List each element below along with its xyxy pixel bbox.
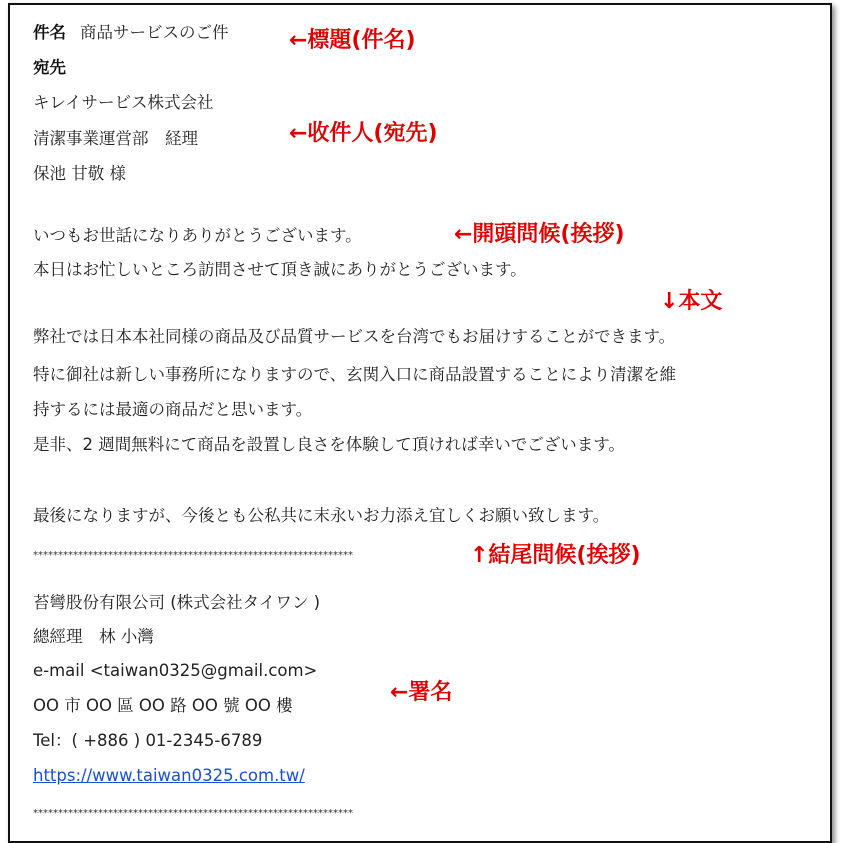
signature-url-link[interactable]: https://www.taiwan0325.com.tw/ [33,766,305,785]
to-label: 宛先 [33,58,66,77]
annotation-body: ↓本文 [660,289,723,314]
subject-row [33,22,229,44]
annotation-recipient: ←收件人(宛先) [289,121,438,146]
signature-email: e-mail <taiwan0325@gmail.com> [33,661,318,680]
body-line-2: 特に御社は新しい事務所になりますので、玄関入口に商品設置することにより清潔を維 [33,365,677,384]
signature-name: 總經理 林 小灣 [33,627,154,646]
annotation-signature: ←署名 [390,680,453,705]
signature-address: OO 市 OO 區 OO 路 OO 號 OO 樓 [33,696,293,715]
body-line-3: 持するには最適の商品だと思います。 [33,400,313,419]
opening-line-2: 本日はお忙しいところ訪問させて頂き誠にありがとうございます。 [33,260,527,279]
recipient-dept: 清潔事業運営部 経理 [33,129,198,148]
body-line-1: 弊社では日本本社同様の商品及び品質サービスを台湾でもお届けすることができます。 [33,327,676,346]
signature-company: 苔彎股份有限公司 (株式会社タイワン ) [33,593,321,612]
body-line-4: 是非、2 週間無料にて商品を設置し良さを体験して頂ければ幸いでございます。 [33,435,625,454]
closing-line: 最後になりますが、今後とも公私共に末永いお力添え宜しくお願い致します。 [33,506,610,525]
annotation-subject: ←標題(件名) [289,28,416,53]
signature-tel: Tel：( +886 ) 01-2345-6789 [33,731,263,750]
separator-bottom: **************************************************************** [33,808,353,819]
annotation-opening: ←開頭問候(挨拶) [454,222,625,247]
opening-line-1: いつもお世話になりありがとうございます。 [33,226,362,245]
subject-label: 件名 [33,23,66,42]
recipient-company: キレイサービス株式会社 [33,93,214,112]
recipient-name: 保池 甘敬 様 [33,164,126,183]
annotation-closing: ↑結尾問候(挨拶) [470,543,641,568]
separator-top: **************************************************************** [33,550,353,561]
subject-value: 商品サービスのご件 [80,23,229,42]
